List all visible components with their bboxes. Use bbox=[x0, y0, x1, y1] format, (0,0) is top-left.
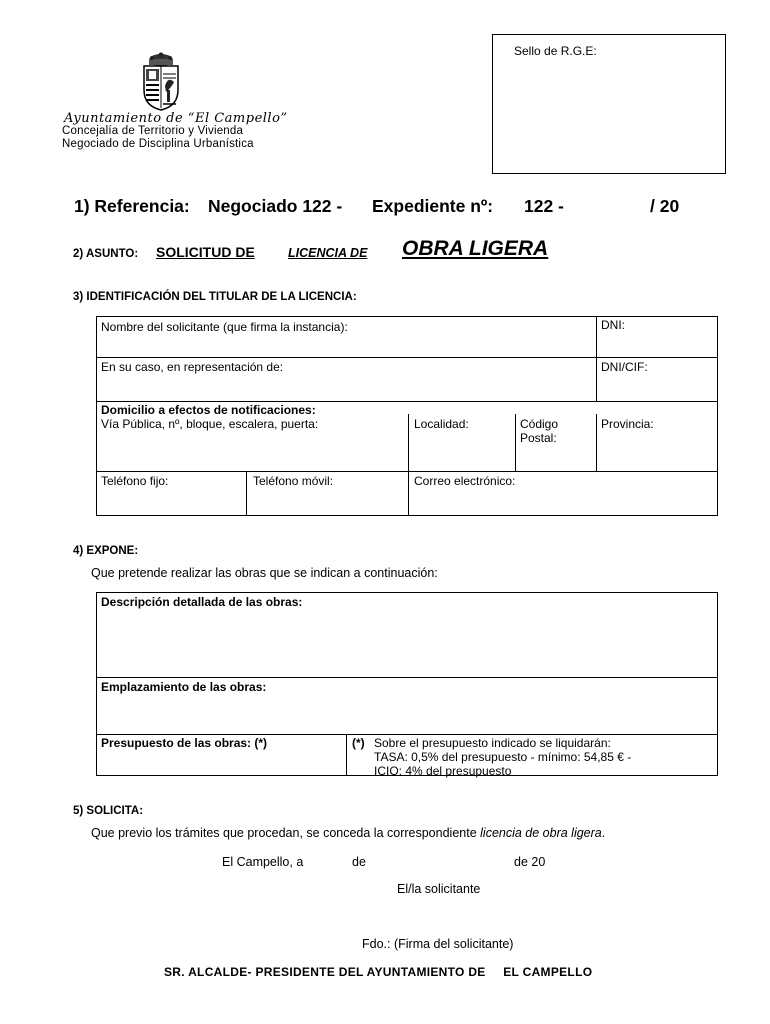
section4-title: 4) EXPONE: bbox=[73, 545, 139, 557]
provincia-field[interactable]: Provincia: bbox=[601, 417, 654, 431]
telefono-movil-field[interactable]: Teléfono móvil: bbox=[253, 474, 334, 488]
divider bbox=[246, 471, 247, 515]
solicita-text-main: Que previo los trámites que procedan, se conceda la correspondiente bbox=[91, 826, 477, 840]
negociado-ref: Negociado 122 - bbox=[208, 196, 343, 216]
destinatario-municipio: EL CAMPELLO bbox=[503, 965, 593, 979]
via-publica-field[interactable]: Vía Pública, nº, bloque, escalera, puerta: bbox=[101, 417, 319, 431]
expone-text: Que pretende realizar las obras que se indican a continuación: bbox=[91, 566, 438, 580]
solicita-text bbox=[91, 826, 605, 840]
dni-cif-field[interactable]: DNI/CIF: bbox=[601, 360, 648, 374]
fecha-de: de bbox=[352, 855, 366, 869]
telefono-fijo-field[interactable]: Teléfono fijo: bbox=[101, 474, 169, 488]
dni-field[interactable]: DNI: bbox=[601, 318, 625, 332]
section3-title: 3) IDENTIFICACIÓN DEL TITULAR DE LA LICENCIA: bbox=[73, 291, 357, 303]
destinatario bbox=[164, 965, 592, 979]
correo-field[interactable]: Correo electrónico: bbox=[414, 474, 516, 488]
divider bbox=[596, 414, 597, 471]
divider bbox=[596, 316, 597, 401]
divider bbox=[96, 471, 718, 472]
concejalia-name: Concejalía de Territorio y Vivienda bbox=[62, 125, 244, 137]
nombre-field[interactable]: Nombre del solicitante (que firma la instancia): bbox=[101, 320, 348, 334]
negociado-name: Negociado de Disciplina Urbanística bbox=[62, 138, 254, 150]
divider bbox=[408, 414, 409, 515]
destinatario-cargo: SR. ALCALDE- PRESIDENTE DEL AYUNTAMIENTO DE bbox=[164, 965, 486, 979]
note-line-2: TASA: 0,5% del presupuesto - mínimo: 54,85 € - bbox=[374, 750, 632, 764]
firma-label[interactable]: Fdo.: (Firma del solicitante) bbox=[362, 937, 514, 951]
referencia-label: 1) Referencia: bbox=[74, 196, 190, 216]
solicita-text-licencia: licencia de obra ligera bbox=[480, 826, 602, 840]
lugar-fecha: El Campello, a bbox=[222, 855, 304, 869]
asunto-label: 2) ASUNTO: bbox=[73, 248, 139, 260]
note-line-3: ICIO: 4% del presupuesto bbox=[374, 764, 512, 778]
note-mark: (*) bbox=[352, 736, 365, 750]
domicilio-label: Domicilio a efectos de notificaciones: bbox=[101, 403, 316, 417]
seal-label: Sello de R.G.E: bbox=[514, 44, 597, 58]
emplazamiento-field[interactable]: Emplazamiento de las obras: bbox=[101, 680, 267, 694]
ayuntamiento-name: Ayuntamiento de “El Campello” bbox=[64, 111, 288, 126]
divider bbox=[96, 401, 718, 402]
asunto-obra-ligera: OBRA LIGERA bbox=[402, 237, 549, 260]
note-line-1: Sobre el presupuesto indicado se liquidarán: bbox=[374, 736, 611, 750]
divider bbox=[515, 414, 516, 471]
divider bbox=[96, 677, 718, 678]
localidad-field[interactable]: Localidad: bbox=[414, 417, 469, 431]
expediente-year: / 20 bbox=[650, 196, 680, 216]
codigo-postal-label[interactable]: Código bbox=[520, 417, 559, 431]
descripcion-field[interactable]: Descripción detallada de las obras: bbox=[101, 595, 303, 609]
divider bbox=[346, 734, 347, 776]
solicitante-label: El/la solicitante bbox=[397, 882, 481, 896]
divider bbox=[96, 357, 718, 358]
asunto-solicitud: SOLICITUD DE bbox=[156, 244, 255, 260]
asunto-licencia: LICENCIA DE bbox=[288, 246, 368, 260]
codigo-postal-label-2: Postal: bbox=[520, 431, 557, 445]
solicita-text-end: . bbox=[601, 826, 606, 840]
divider bbox=[96, 734, 718, 735]
expediente-label: Expediente nº: bbox=[372, 196, 494, 216]
expediente-number: 122 - bbox=[524, 196, 564, 216]
section5-title: 5) SOLICITA: bbox=[73, 805, 144, 817]
fecha-anio: de 20 bbox=[514, 855, 546, 869]
coat-of-arms-icon bbox=[138, 52, 184, 112]
presupuesto-field[interactable]: Presupuesto de las obras: (*) bbox=[101, 736, 268, 750]
representacion-field[interactable]: En su caso, en representación de: bbox=[101, 360, 284, 374]
